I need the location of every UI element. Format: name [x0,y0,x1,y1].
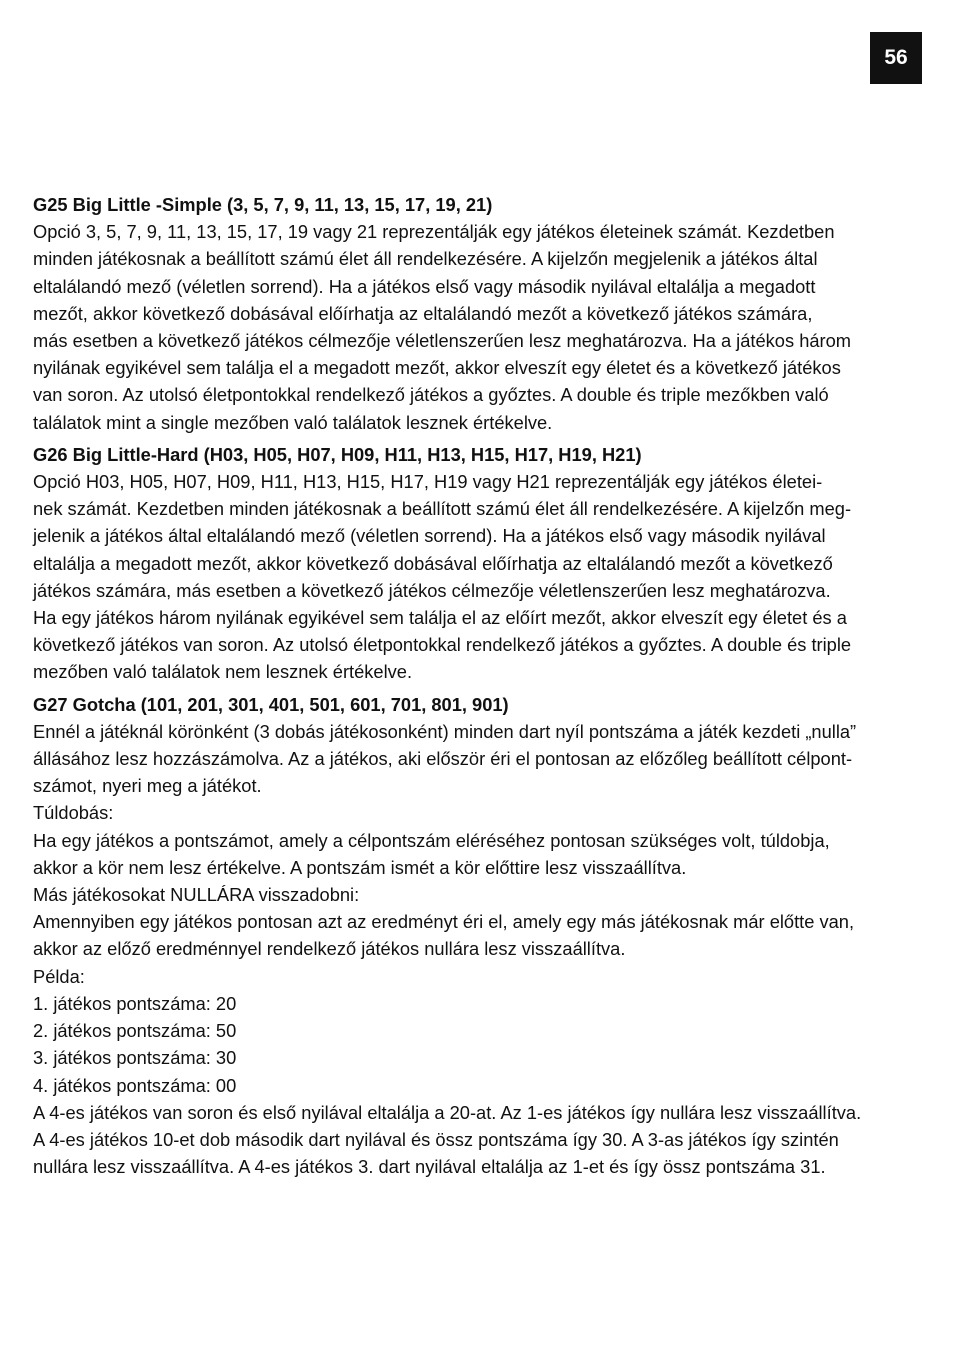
text-line: minden játékosnak a beállított számú élet áll rendelkezésére. A kijelzőn megjelenik a játékos által [33,248,818,270]
text-line: következő játékos van soron. Az utolsó életpontokkal rendelkező játékos a győztes. A double és triple [33,634,852,656]
text-line: számot, nyeri meg a játékot. [33,775,262,797]
text-line: jelenik a játékos által eltalálandó mező (véletlen sorrend). Ha a játékos első vagy második nyilával [33,525,826,547]
section-heading: G25 Big Little -Simple (3, 5, 7, 9, 11, 13, 15, 17, 19, 21) [33,194,493,215]
section-g26 [33,440,925,686]
subheading-reset-others: Más játékosokat NULLÁRA visszadobni: [33,884,360,906]
text-line: Opció H03, H05, H07, H09, H11, H13, H15, H17, H19 vagy H21 reprezentálják egy játékos életei- [33,471,823,493]
text-line: Opció 3, 5, 7, 9, 11, 13, 15, 17, 19 vagy 21 reprezentálják egy játékos életeinek számát. Kezdetben [33,221,835,243]
example-item: 2. játékos pontszáma: 50 [33,1020,237,1042]
text-line: mezőt, akkor következő dobásával előírhatja az eltalálandó mezőt a következő játékos számára, [33,302,813,324]
text-line: A 4-es játékos 10-et dob második dart nyilával és össz pontszáma így 30. A 3-as játékos így szintén [33,1128,839,1150]
text-line: Amennyiben egy játékos pontosan azt az eredményt éri el, amely egy más játékosnak már előtte van, [33,911,855,933]
text-line: A 4-es játékos van soron és első nyilával eltalálja a 20-at. Az 1-es játékos így nullára lesz visszaállítva. [33,1101,862,1123]
section-heading: G27 Gotcha (101, 201, 301, 401, 501, 601, 701, 801, 901) [33,693,509,715]
text-line: találatok mint a single mezőben való találatok lesznek értékelve. [33,411,553,433]
page-number-badge: 56 [870,32,922,84]
subheading-overthrow: Túldobás: [33,802,114,824]
example-item: 3. játékos pontszáma: 30 [33,1047,237,1069]
document-body [33,190,925,1180]
text-line: nyilának egyikével sem találja el a megadott mezőt, akkor elveszít egy életet és a következő játékos [33,357,841,379]
text-line: akkor az előző eredménnyel rendelkező játékos nullára lesz visszaállítva. [33,938,626,960]
text-line: Ennél a játéknál körönként (3 dobás játékosonként) minden dart nyíl pontszáma a játék kezdeti „nulla” [33,720,857,742]
text-line: nullára lesz visszaállítva. A 4-es játékos 3. dart nyilával eltalálja az 1-et és így össz pontszáma 31. [33,1156,826,1178]
section-g25 [33,190,925,436]
text-line: mezőben való találatok nem lesznek értékelve. [33,661,413,683]
text-line: más esetben a következő játékos célmezője véletlenszerűen lesz meghatározva. Ha a játékos három [33,330,852,352]
section-g27 [33,690,925,1181]
text-line: játékos számára, más esetben a következő játékos célmezője véletlenszerűen lesz meghatározva. [33,579,831,601]
text-line: eltalálandó mező (véletlen sorrend). Ha a játékos első vagy második nyilával eltalálja a megadott [33,275,816,297]
text-line: állásához lesz hozzászámolva. Az a játékos, aki először éri el pontosan az előzőleg beállított célpont- [33,748,853,770]
text-line: eltalálja a megadott mezőt, akkor következő dobásával előírhatja az eltalálandó mezőt a következő [33,552,833,574]
text-line: Ha egy játékos három nyilának egyikével sem találja el az előírt mezőt, akkor elveszít egy életet és a [33,607,847,629]
text-line: van soron. Az utolsó életpontokkal rendelkező játékos a győztes. A double és triple mezőkben való [33,384,829,406]
subheading-example: Példa: [33,965,85,987]
example-item: 1. játékos pontszáma: 20 [33,992,237,1014]
text-line: Ha egy játékos a pontszámot, amely a célpontszám eléréséhez pontosan szükséges volt, túldobja, [33,829,830,851]
text-line: akkor a kör nem lesz értékelve. A pontszám ismét a kör előttire lesz visszaállítva. [33,856,687,878]
section-heading: G26 Big Little-Hard (H03, H05, H07, H09, H11, H13, H15, H17, H19, H21) [33,443,642,465]
example-item: 4. játékos pontszáma: 00 [33,1074,237,1096]
text-line: nek számát. Kezdetben minden játékosnak a beállított számú élet áll rendelkezésére. A kijelzőn meg- [33,498,852,520]
